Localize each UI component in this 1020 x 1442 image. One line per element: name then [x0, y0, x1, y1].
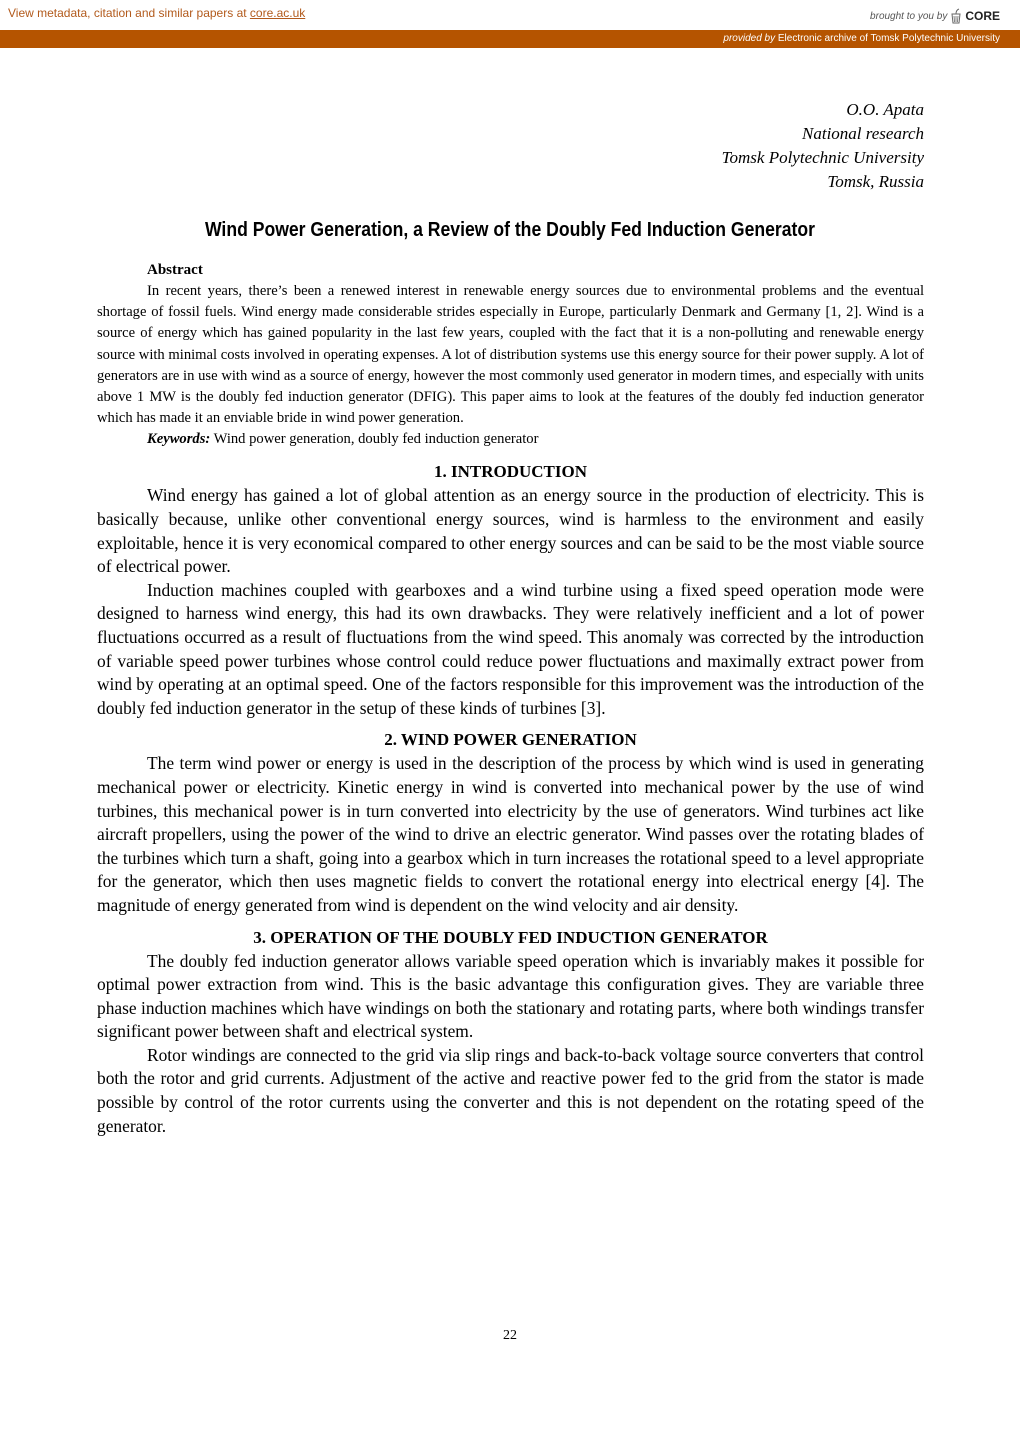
- paper-title: Wind Power Generation, a Review of the Doubly Fed Induction Generator: [204, 219, 816, 241]
- brought-by-text: brought to you by: [870, 10, 948, 22]
- core-link[interactable]: core.ac.uk: [249, 6, 306, 20]
- author-location: Tomsk, Russia: [827, 172, 924, 191]
- core-provided-by[interactable]: [723, 33, 1000, 44]
- paragraph: The term wind power or energy is used in the description of the process by which wind is used in generating mechanical power or electricity. Kinetic energy in wind is converted into mechanical power by the use of wind turbines, this mechanical power is in turn converted into electricity by the use of generators. Wind turbines act like aircraft propellers, using the power of the wind to drive an electric generator. Wind passes over the rotating blades of the turbines which turn a shaft, going into a gearbox which in turn increases the rotational speed to a level appropriate for the generator, which then uses magnetic fields to convert the rotational energy into electrical energy [4]. The magnitude of energy generated from wind is dependent on the wind velocity and air density.: [97, 753, 924, 915]
- core-brand: CORE: [965, 9, 1000, 23]
- section-heading-wind-power: 2. WIND POWER GENERATION: [384, 730, 637, 750]
- page-number: 22: [503, 1328, 517, 1343]
- section-heading-dfig-operation: 3. OPERATION OF THE DOUBLY FED INDUCTION GENERATOR: [253, 927, 768, 947]
- provided-by-label: provided by: [723, 33, 776, 44]
- core-brought-by[interactable]: [870, 7, 1000, 25]
- paper-body: [97, 260, 924, 1138]
- section-heading-introduction: 1. INTRODUCTION: [433, 462, 588, 482]
- author-block: [722, 98, 924, 194]
- paragraph: Rotor windings are connected to the grid via slip rings and back-to-back voltage source converters that control both the rotor and grid currents. Adjustment of the active and reactive power fed to the grid from the stator is made possible by control of the rotor currents using the converter and this is not dependent on the rotating speed of the generator.: [97, 1044, 924, 1136]
- author-affiliation-1: National research: [802, 124, 924, 143]
- core-metadata-line: [8, 6, 305, 20]
- paragraph: The doubly fed induction generator allows variable speed operation which is invariably makes it possible for optimal power extraction from wind. This is the basic advantage this configuration gives. They are variable three phase induction machines which have windings on both the stationary and rotating parts, where both windings transfer significant power between shaft and electrical system.: [97, 950, 924, 1042]
- keywords-label: Keywords:: [147, 431, 211, 448]
- core-provider-bar: [0, 30, 1020, 48]
- core-metadata-text: View metadata, citation and similar papers at: [8, 6, 250, 20]
- core-apple-logo-icon: [949, 7, 963, 25]
- author-affiliation-2: Tomsk Polytechnic University: [721, 148, 924, 167]
- author-name: O.O. Apata: [846, 100, 924, 119]
- abstract-heading: Abstract: [147, 262, 203, 278]
- paragraph: Induction machines coupled with gearboxes and a wind turbine using a fixed speed operation mode were designed to harness wind energy, this had its own drawbacks. They were relatively inefficient and a lot of power fluctuations occurred as a result of fluctuations from the wind speed. This anomaly was corrected by the introduction of variable speed power turbines whose control could reduce power fluctuations and maximally extract power from wind by operating at an optimal speed. One of the factors responsible for this improvement was the introduction of the doubly fed induction generator in the setup of these kinds of turbines [3].: [97, 579, 924, 718]
- provided-by-source: Electronic archive of Tomsk Polytechnic University: [777, 33, 1000, 44]
- core-header: [0, 0, 1020, 30]
- keywords-value: Wind power generation, doubly fed induction generator: [210, 431, 539, 448]
- paragraph: Wind energy has gained a lot of global attention as an energy source in the production of electricity. This is basically because, unlike other conventional energy sources, wind is harmless to the environment and easily exploitable, hence it is very economical compared to other energy sources and can be said to be the most viable source of electrical power.: [97, 485, 924, 577]
- keywords-line: [97, 429, 924, 450]
- abstract-text: In recent years, there’s been a renewed interest in renewable energy sources due to environmental problems and the eventual shortage of fossil fuels. Wind energy made considerable strides especially in Europe, particularly Denmark and Germany [1, 2]. Wind is a source of energy which has gained popularity in the last few years, coupled with the fact that it is a non-polluting and renewable energy source with minimal costs involved in operating expenses. A lot of distribution systems use this energy source for their power supply. A lot of generators are in use with wind as a source of energy, however the most commonly used generator in modern times, and especially with units above 1 MW is the doubly fed induction generator (DFIG). This paper aims to look at the features of the doubly fed induction generator which has made it an enviable bride in wind power generation.: [97, 283, 924, 427]
